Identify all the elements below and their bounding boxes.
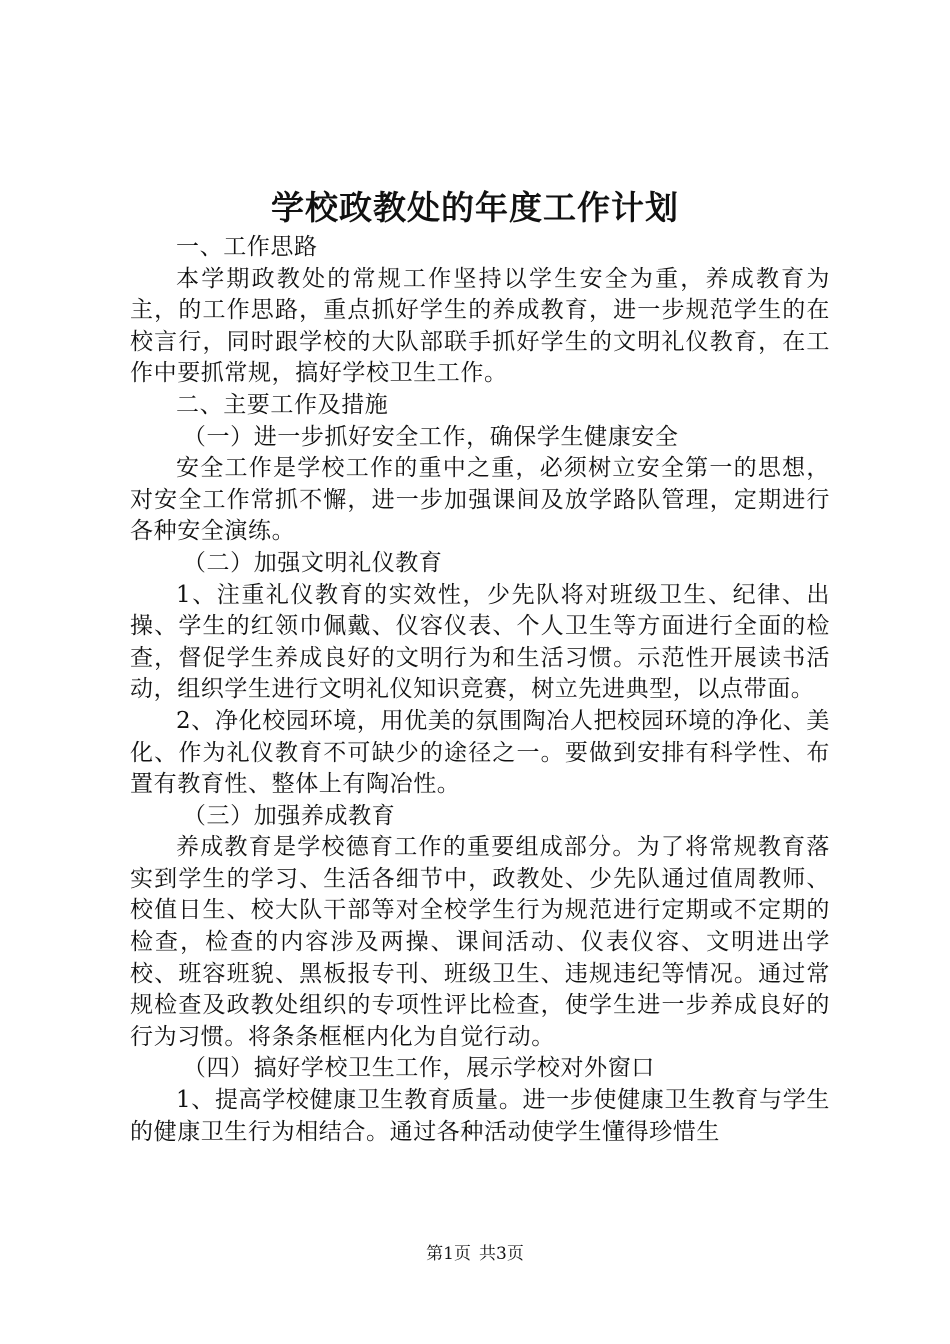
- subsection-heading: （一）进一步抓好安全工作，确保学生健康安全: [182, 423, 679, 450]
- page-number: 第1页: [426, 1244, 471, 1264]
- numbered-paragraph: 1、注重礼仪教育的实效性，少先队将对班级卫生、纪律、出操、学生的红领巾佩戴、仪容仪表、个人卫生等方面进行全面的检查，督促学生养成良好的文明行为和生活习惯。示范性开展读书活动，组织学生进行文明礼仪知识竞赛，树立先进典型，以点带面。: [130, 581, 830, 703]
- document-title: 学校政教处的年度工作计划: [271, 188, 679, 227]
- subsection-heading: （二）加强文明礼仪教育: [182, 549, 443, 576]
- numbered-paragraph: 1、提高学校健康卫生教育质量。进一步使健康卫生教育与学生的健康卫生行为相结合。通过各种活动使学生懂得珍惜生: [130, 1087, 830, 1145]
- body-paragraph: 本学期政教处的常规工作坚持以学生安全为重，养成教育为主，的工作思路，重点抓好学生的养成教育，进一步规范学生的在校言行，同时跟学校的大队部联手抓好学生的文明礼仪教育，在工作中要抓常规，搞好学校卫生工作。: [130, 265, 830, 387]
- body-paragraph: 安全工作是学校工作的重中之重，必须树立安全第一的思想，对安全工作常抓不懈，进一步加强课间及放学路队管理，定期进行各种安全演练。: [130, 455, 830, 545]
- body-paragraph: 养成教育是学校德育工作的重要组成部分。为了将常规教育落实到学生的学习、生活各细节中，政教处、少先队通过值周教师、校值日生、校大队干部等对全校学生行为规范进行定期或不定期的检查，检查的内容涉及两操、课间活动、仪表仪容、文明进出学校、班容班貌、黑板报专刊、班级卫生、违规违纪等情况。通过常规检查及政教处组织的专项性评比检查，使学生进一步养成良好的行为习惯。将条条框框内化为自觉行动。: [130, 834, 830, 1050]
- subsection-heading: （三）加强养成教育: [182, 802, 396, 829]
- page-total: 共3页: [479, 1244, 524, 1264]
- document-body: [130, 232, 830, 1148]
- subsection-heading: （四）搞好学校卫生工作，展示学校对外窗口: [182, 1055, 655, 1082]
- section-heading: 一、工作思路: [176, 234, 318, 260]
- numbered-paragraph: 2、净化校园环境，用优美的氛围陶冶人把校园环境的净化、美化、作为礼仪教育不可缺少的途径之一。要做到安排有科学性、布置有教育性、整体上有陶冶性。: [130, 707, 830, 798]
- page-footer: [0, 1242, 950, 1266]
- section-heading: 二、主要工作及措施: [176, 391, 389, 418]
